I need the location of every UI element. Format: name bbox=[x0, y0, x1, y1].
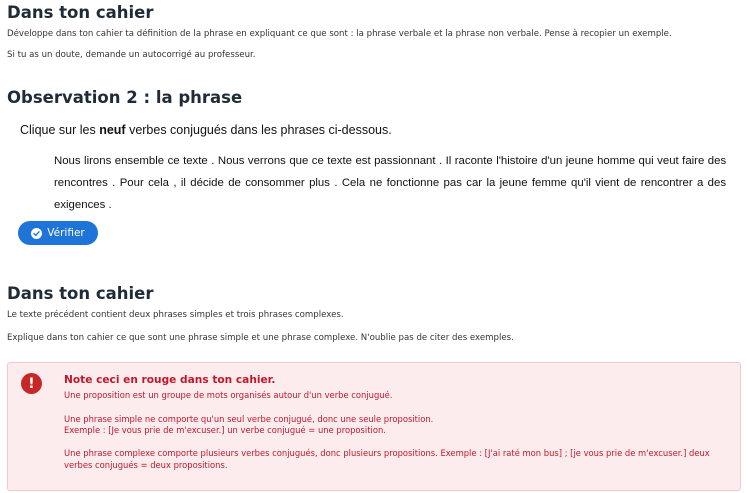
exercise-text bbox=[54, 150, 726, 216]
exercise-word[interactable]: rencontres bbox=[54, 177, 108, 189]
exercise-word[interactable]: texte bbox=[183, 155, 208, 167]
note-simple-sentence: Une phrase simple ne comporte qu'un seul verbe conjugué, donc une seule proposition. bbox=[64, 414, 434, 424]
instruction-after: verbes conjugués dans les phrases ci-dessous. bbox=[125, 123, 392, 137]
exercise-word[interactable]: car bbox=[466, 177, 483, 189]
exercise-word[interactable]: Pour bbox=[119, 177, 144, 189]
check-circle-icon bbox=[31, 228, 42, 239]
exercise-word[interactable]: vient bbox=[595, 177, 620, 189]
exercise-word[interactable]: d'un bbox=[541, 155, 563, 167]
cahier-2-instruction: Explique dans ton cahier ce que sont une phrase simple et une phrase complexe. N'oublie pas de citer des exemples. bbox=[7, 333, 514, 343]
note-simple-example: Exemple : [Je vous prie de m'excuser.] un verbe conjugué = une proposition. bbox=[64, 425, 386, 435]
exercise-word[interactable]: jeune bbox=[499, 177, 528, 189]
exercise-word[interactable]: Cela bbox=[341, 177, 366, 189]
exercise-word[interactable]: verrons bbox=[247, 155, 286, 167]
exercise-word[interactable]: exigences bbox=[54, 199, 106, 211]
exercise-word[interactable]: homme bbox=[597, 155, 636, 167]
cahier-2-statement: Le texte précédent contient deux phrases simples et trois phrases complexes. bbox=[7, 310, 344, 320]
exercise-word[interactable]: femme bbox=[531, 177, 567, 189]
exercise-word[interactable]: décide bbox=[190, 177, 224, 189]
exercise-word[interactable]: . bbox=[112, 177, 116, 189]
exercise-word[interactable]: plus bbox=[309, 177, 330, 189]
instruction-before: Clique sur les bbox=[20, 123, 100, 137]
cahier-1-instruction: Développe dans ton cahier ta définition de la phrase en expliquant ce que sont : la phrase verbale et la phrase non verbale. Pense à recopier un exemple. bbox=[7, 29, 672, 39]
exercise-word[interactable]: de bbox=[228, 177, 241, 189]
exercise-word[interactable]: des bbox=[707, 177, 727, 189]
exercise-word[interactable]: , bbox=[173, 177, 177, 189]
exercise-word[interactable]: pas bbox=[443, 177, 462, 189]
exercise-word[interactable]: qu'il bbox=[571, 177, 591, 189]
exercise-word[interactable]: ne bbox=[369, 177, 383, 189]
exercise-word[interactable]: ce bbox=[311, 155, 324, 167]
exercise-word[interactable]: passionnant bbox=[374, 155, 436, 167]
exercise-word[interactable]: qui bbox=[638, 155, 654, 167]
instruction-bold: neuf bbox=[99, 123, 126, 137]
cahier-1-doubt-note: Si tu as un doute, demande un autocorrigé au professeur. bbox=[7, 50, 256, 60]
note-callout bbox=[7, 362, 741, 491]
exercise-word[interactable]: est bbox=[355, 155, 371, 167]
verify-button[interactable] bbox=[18, 221, 98, 245]
note-complex-sentence: Une phrase complexe comporte plusieurs verbes conjugués, donc plusieurs propositions. Exemple : [J'ai raté mon bus] ; [je vous prie de m'excuser.] deux verbes conjugués = deux propositions. bbox=[64, 448, 710, 470]
exercise-word[interactable]: des bbox=[707, 155, 727, 167]
exercise-word[interactable]: . bbox=[211, 155, 215, 167]
exercise-word[interactable]: lirons bbox=[84, 155, 112, 167]
exercise-word[interactable]: consommer bbox=[245, 177, 305, 189]
exercise-word[interactable]: a bbox=[696, 177, 704, 189]
note-definition: Une proposition est un groupe de mots organisés autour d'un verbe conjugué. bbox=[64, 390, 393, 400]
exercise-word[interactable]: la bbox=[486, 177, 496, 189]
exclamation-circle-icon: ! bbox=[21, 373, 42, 394]
exercise-word[interactable]: ce bbox=[167, 155, 180, 167]
exercise-word[interactable]: il bbox=[180, 177, 186, 189]
exercise-word[interactable]: ensemble bbox=[114, 155, 165, 167]
note-title: Note ceci en rouge dans ton cahier. bbox=[64, 374, 276, 386]
exercise-word[interactable]: cela bbox=[148, 177, 169, 189]
exercise-word[interactable]: veut bbox=[657, 155, 679, 167]
section-title-cahier-1: Dans ton cahier bbox=[7, 3, 154, 22]
exercise-word[interactable]: raconte bbox=[454, 155, 493, 167]
verify-button-label: Vérifier bbox=[47, 227, 85, 239]
exercise-word[interactable]: que bbox=[289, 155, 309, 167]
exercise-word[interactable]: fonctionne bbox=[386, 177, 440, 189]
exercise-word[interactable]: Nous bbox=[54, 155, 81, 167]
exercise-word[interactable]: texte bbox=[327, 155, 352, 167]
exercise-word[interactable]: de bbox=[623, 177, 637, 189]
section-title-cahier-2: Dans ton cahier bbox=[7, 284, 154, 303]
exercise-word[interactable]: jeune bbox=[565, 155, 594, 167]
exercise-word[interactable]: . bbox=[334, 177, 338, 189]
exercise-word[interactable]: . bbox=[108, 199, 112, 211]
exercise-instruction bbox=[20, 123, 392, 137]
exercise-word[interactable]: l'histoire bbox=[496, 155, 538, 167]
exercise-word[interactable]: faire bbox=[682, 155, 705, 167]
observation-title: Observation 2 : la phrase bbox=[7, 88, 243, 107]
exercise-word[interactable]: Nous bbox=[217, 155, 245, 167]
exercise-word[interactable]: . bbox=[438, 155, 443, 167]
exercise-word[interactable]: Il bbox=[445, 155, 452, 167]
exercise-word[interactable]: rencontrer bbox=[640, 177, 693, 189]
